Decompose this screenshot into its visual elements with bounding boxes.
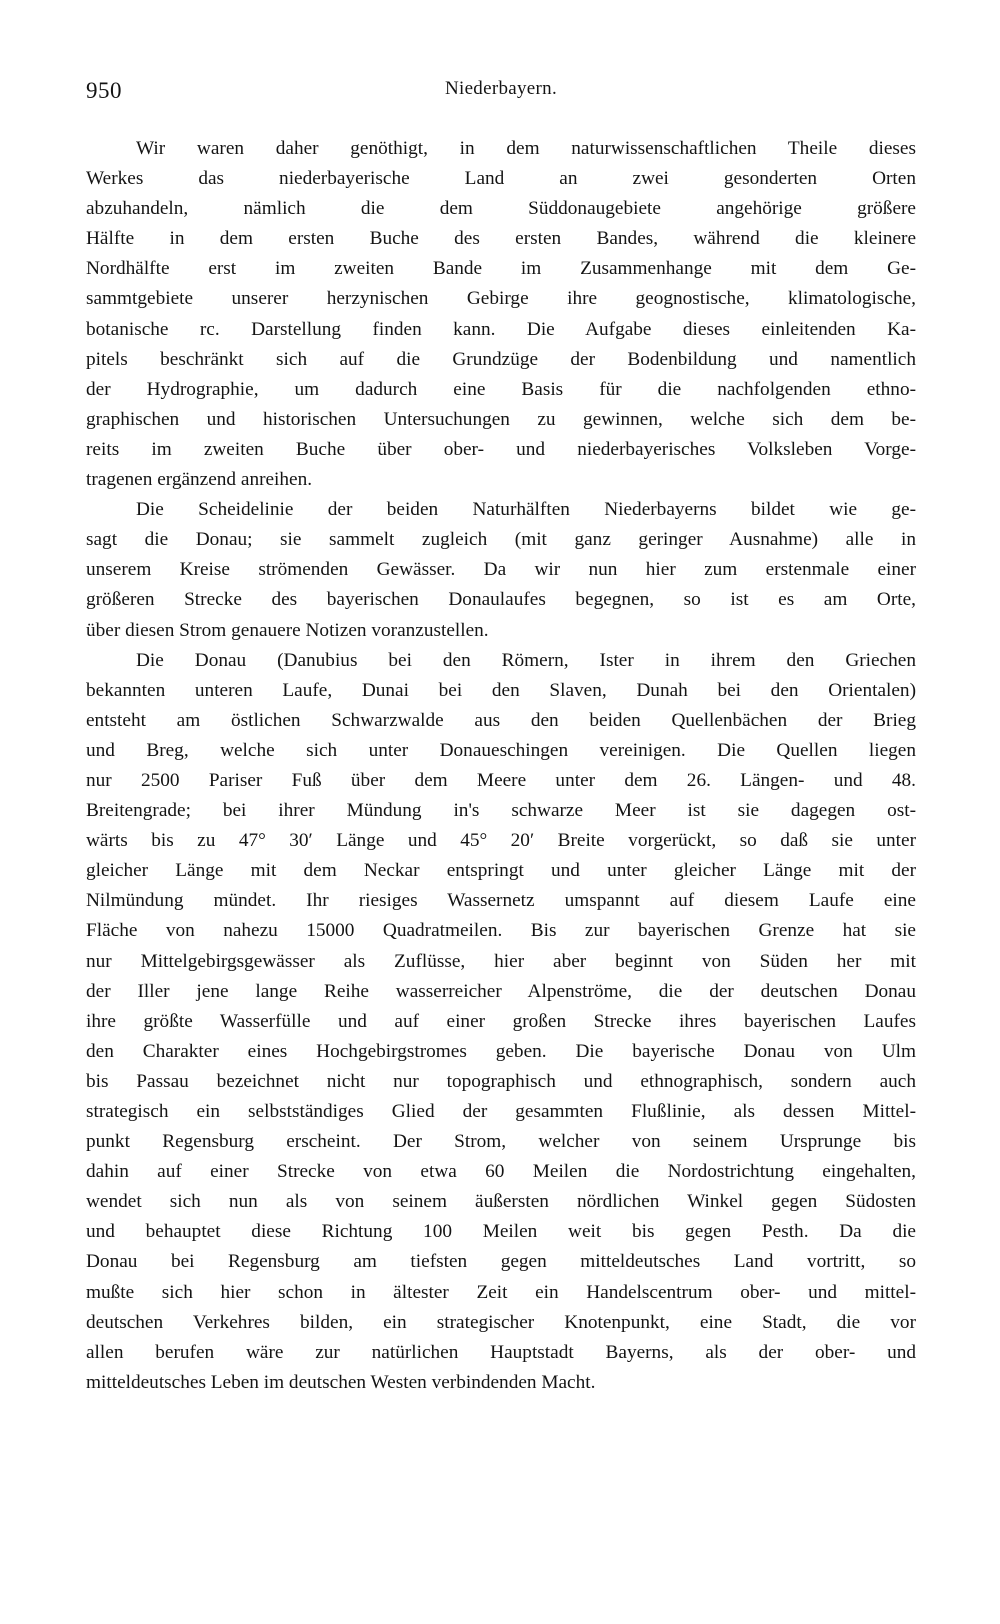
text-line: Fläche von nahezu 15000 Quadratmeilen. Bis zur bayerischen Grenze hat sie <box>86 920 916 942</box>
text-line: entsteht am östlichen Schwarzwalde aus den beiden Quellenbächen der Brieg <box>86 709 916 731</box>
paragraph <box>86 134 916 495</box>
text-line: und behauptet diese Richtung 100 Meilen weit bis gegen Pesth. Da die <box>86 1221 916 1243</box>
text-line: der Iller jene lange Reihe wasserreicher Alpenströme, die der deutschen Donau <box>86 980 916 1002</box>
text-line: Die Scheidelinie der beiden Naturhälften Niederbayerns bildet wie ge- <box>136 499 916 521</box>
text-line: allen berufen wäre zur natürlichen Hauptstadt Bayerns, als der ober- und <box>86 1341 916 1363</box>
running-head: Niederbayern. <box>444 78 558 99</box>
text-line: größeren Strecke des bayerischen Donaulaufes begegnen, so ist es am Orte, <box>86 589 916 611</box>
text-line: pitels beschränkt sich auf die Grundzüge der Bodenbildung und namentlich <box>86 348 916 370</box>
text-line: ihre größte Wasserfülle und auf einer großen Strecke ihres bayerischen Laufes <box>86 1010 916 1032</box>
text-line: Nilmündung mündet. Ihr riesiges Wassernetz umspannt auf diesem Laufe eine <box>86 890 916 912</box>
text-line: unserem Kreise strömenden Gewässer. Da wir nun hier zum erstenmale einer <box>86 559 916 581</box>
text-line: Donau bei Regensburg am tiefsten gegen mitteldeutsches Land vortritt, so <box>86 1251 916 1273</box>
page-number: 950 <box>86 78 122 103</box>
text-line: sagt die Donau; sie sammelt zugleich (mit ganz geringer Ausnahme) alle in <box>86 529 916 551</box>
text-line: deutschen Verkehres bilden, ein strategischer Knotenpunkt, eine Stadt, die vor <box>86 1311 916 1333</box>
text-line: graphischen und historischen Untersuchungen zu gewinnen, welche sich dem be- <box>86 408 916 430</box>
text-line: über diesen Strom genauere Notizen voranzustellen. <box>86 619 489 641</box>
text-line: abzuhandeln, nämlich die dem Süddonaugebiete angehörige größere <box>86 198 916 220</box>
text-line: wendet sich nun als von seinem äußersten nördlichen Winkel gegen Südosten <box>86 1191 916 1213</box>
text-line: Nordhälfte erst im zweiten Bande im Zusammenhange mit dem Ge- <box>86 258 916 280</box>
body-text <box>86 134 916 1398</box>
text-line: reits im zweiten Buche über ober- und niederbayerisches Volksleben Vorge- <box>86 438 916 460</box>
text-line: Breitengrade; bei ihrer Mündung in's schwarze Meer ist sie dagegen ost- <box>86 800 916 822</box>
text-line: mitteldeutsches Leben im deutschen Westen verbindenden Macht. <box>86 1371 596 1393</box>
text-line: wärts bis zu 47° 30′ Länge und 45° 20′ Breite vorgerückt, so daß sie unter <box>86 830 916 852</box>
text-line: Hälfte in dem ersten Buche des ersten Bandes, während die kleinere <box>86 228 916 250</box>
text-line: nur Mittelgebirgsgewässer als Zuflüsse, hier aber beginnt von Süden her mit <box>86 950 916 972</box>
text-line: tragenen ergänzend anreihen. <box>86 469 313 491</box>
paragraph <box>86 495 916 645</box>
text-line: gleicher Länge mit dem Neckar entspringt und unter gleicher Länge mit der <box>86 860 916 882</box>
text-line: punkt Regensburg erscheint. Der Strom, welcher von seinem Ursprunge bis <box>86 1131 916 1153</box>
text-line: nur 2500 Pariser Fuß über dem Meere unter dem 26. Längen- und 48. <box>86 769 916 791</box>
page-header <box>86 78 916 114</box>
text-line: strategisch ein selbstständiges Glied der gesammten Flußlinie, als dessen Mittel- <box>86 1101 916 1122</box>
text-line: der Hydrographie, um dadurch eine Basis für die nachfolgenden ethno- <box>86 378 916 400</box>
text-line: bekannten unteren Laufe, Dunai bei den Slaven, Dunah bei den Orientalen) <box>86 679 916 701</box>
text-line: und Breg, welche sich unter Donaueschingen vereinigen. Die Quellen liegen <box>86 739 916 761</box>
text-line: dahin auf einer Strecke von etwa 60 Meilen die Nordostrichtung eingehalten, <box>86 1161 916 1183</box>
text-line: mußte sich hier schon in ältester Zeit ein Handelscentrum ober- und mittel- <box>86 1281 916 1303</box>
paragraph <box>86 646 916 1398</box>
text-line: sammtgebiete unserer herzynischen Gebirge ihre geognostische, klimatologische, <box>86 288 916 310</box>
text-line: den Charakter eines Hochgebirgstromes geben. Die bayerische Donau von Ulm <box>86 1040 916 1062</box>
text-line: Wir waren daher genöthigt, in dem naturwissenschaftlichen Theile dieses <box>136 138 916 159</box>
text-line: Die Donau (Danubius bei den Römern, Ister in ihrem den Griechen <box>136 649 916 671</box>
text-line: botanische rc. Darstellung finden kann. Die Aufgabe dieses einleitenden Ka- <box>86 318 916 340</box>
text-line: bis Passau bezeichnet nicht nur topographisch und ethnographisch, sondern auch <box>86 1070 916 1092</box>
text-line: Werkes das niederbayerische Land an zwei gesonderten Orten <box>86 168 916 190</box>
